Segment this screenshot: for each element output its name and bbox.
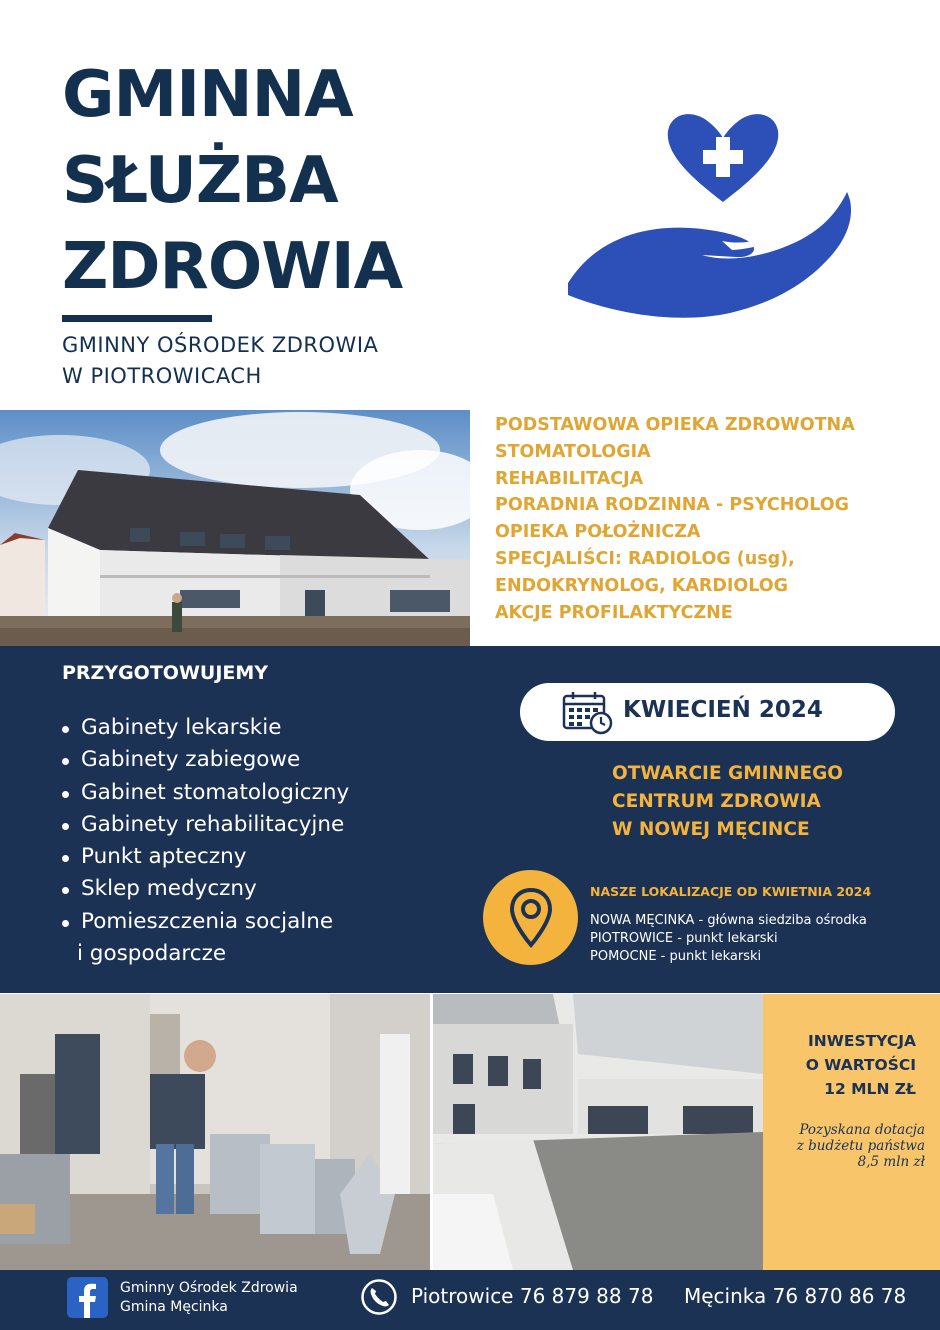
phone-icon bbox=[360, 1278, 398, 1316]
clinic-building-photo bbox=[0, 410, 470, 646]
heart-hand-icon bbox=[560, 105, 860, 335]
list-item: i gospodarcze bbox=[77, 941, 227, 967]
title-line: ZDROWIA bbox=[62, 230, 403, 304]
interior-construction-photo bbox=[0, 994, 430, 1270]
subtitle-line: GMINNY OŚRODEK ZDROWIA bbox=[62, 333, 379, 357]
title-underline bbox=[62, 315, 212, 322]
list-item: Gabinet stomatologiczny bbox=[62, 777, 349, 809]
note-line: 8,5 mln zł bbox=[857, 1154, 925, 1170]
subtitle-line: W PIOTROWICACH bbox=[62, 364, 262, 388]
list-item: AKCJE PROFILAKTYCZNE bbox=[495, 602, 733, 623]
investment-note bbox=[763, 1122, 925, 1170]
hand-shape bbox=[568, 192, 851, 318]
facebook-line: Gmina Męcinka bbox=[120, 1299, 228, 1315]
services-list bbox=[495, 412, 935, 626]
list-item: Sklep medyczny bbox=[62, 873, 349, 905]
opening-announcement bbox=[612, 760, 843, 844]
list-item: Punkt apteczny bbox=[62, 841, 349, 873]
list-item: SPECJALIŚCI: RADIOLOG (usg), bbox=[495, 548, 795, 569]
list-item: PORADNIA RODZINNA - PSYCHOLOG bbox=[495, 495, 850, 516]
list-item: NOWA MĘCINKA - główna siedziba ośrodka bbox=[590, 913, 867, 928]
list-item: Pomieszczenia socjalne bbox=[62, 906, 349, 938]
list-item: Gabinety lekarskie bbox=[62, 712, 349, 744]
note-line: z budżetu państwa bbox=[796, 1138, 925, 1154]
list-item: OPIEKA POŁOŻNICZA bbox=[495, 522, 701, 543]
opening-line: CENTRUM ZDROWIA bbox=[612, 791, 821, 812]
courtyard-photo bbox=[433, 994, 763, 1270]
list-item: PIOTROWICE - punkt lekarski bbox=[590, 931, 778, 946]
opening-line: W NOWEJ MĘCINCE bbox=[612, 819, 810, 840]
opening-date: KWIECIEŃ 2024 bbox=[623, 697, 823, 723]
investment-heading bbox=[763, 1029, 916, 1101]
calendar-clock-icon bbox=[562, 691, 614, 735]
investment-line: INWESTYCJA bbox=[808, 1032, 916, 1050]
phone-piotrowice[interactable]: Piotrowice 76 879 88 78 bbox=[411, 1284, 654, 1308]
facebook-link[interactable] bbox=[120, 1279, 298, 1317]
preparing-heading: PRZYGOTOWUJEMY bbox=[62, 662, 269, 684]
facebook-line: Gminny Ośrodek Zdrowia bbox=[120, 1280, 298, 1296]
list-item: PODSTAWOWA OPIEKA ZDROWOTNA bbox=[495, 415, 855, 435]
cross-horizontal bbox=[703, 150, 743, 164]
locations-list bbox=[590, 912, 867, 966]
title-line: SŁUŻBA bbox=[62, 144, 338, 218]
preparing-list bbox=[62, 712, 349, 970]
note-line: Pozyskana dotacja bbox=[799, 1122, 925, 1138]
locations-heading: NASZE LOKALIZACJE OD KWIETNIA 2024 bbox=[590, 884, 872, 899]
list-item: Gabinety zabiegowe bbox=[62, 744, 349, 776]
list-item: Gabinety rehabilitacyjne bbox=[62, 809, 349, 841]
investment-line: 12 MLN ZŁ bbox=[824, 1080, 916, 1098]
page-subtitle bbox=[62, 330, 378, 392]
list-item: REHABILITACJA bbox=[495, 468, 644, 489]
title-line: GMINNA bbox=[62, 58, 353, 132]
page-title bbox=[62, 52, 482, 310]
list-item: ENDOKRYNOLOG, KARDIOLOG bbox=[495, 575, 789, 596]
location-pin-icon bbox=[508, 887, 554, 949]
facebook-icon[interactable] bbox=[67, 1277, 108, 1318]
list-item: STOMATOLOGIA bbox=[495, 441, 651, 462]
investment-line: O WARTOŚCI bbox=[805, 1056, 916, 1074]
opening-line: OTWARCIE GMINNEGO bbox=[612, 763, 844, 784]
phone-mecinka[interactable]: Męcinka 76 870 86 78 bbox=[684, 1284, 907, 1308]
list-item: POMOCNE - punkt lekarski bbox=[590, 949, 762, 964]
